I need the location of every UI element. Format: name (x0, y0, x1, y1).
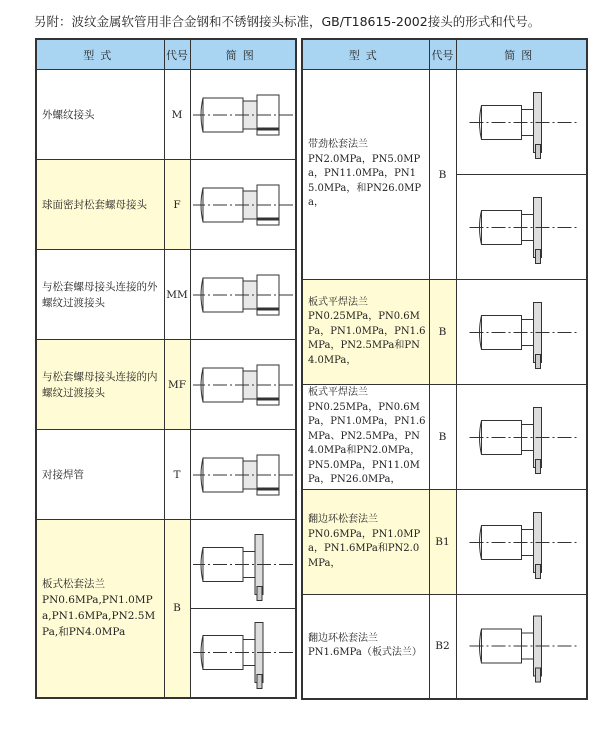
diagram-cell (190, 609, 296, 698)
lap-ring-flange-drawing (459, 492, 584, 593)
loose-plate-flange-drawing (193, 610, 293, 695)
type-cell (302, 70, 429, 280)
table-row (36, 430, 296, 520)
diagram-cell (190, 430, 296, 520)
type-detail: PN0.6MPa，PN1.0MPa，PN1.6MPa和PN2.0MPa， (308, 528, 421, 569)
code-cell: B2 (429, 595, 456, 699)
table-row (302, 490, 587, 595)
code-cell: B (429, 280, 456, 385)
code-cell: B (429, 385, 456, 490)
header-row (302, 39, 587, 70)
male-thread-fitting-drawing (193, 72, 293, 158)
header-row (36, 39, 296, 70)
diagram-cell (190, 250, 296, 340)
type-cell (302, 280, 429, 385)
diagram-cell (456, 385, 587, 490)
type-detail: PN2.0MPa，PN5.0MPa，PN11.0MPa，PN15.0MPa，和PN26.0MPa， (308, 153, 422, 209)
type-name: 外螺纹接头 (42, 108, 95, 121)
table-row (302, 280, 587, 385)
table-row (302, 385, 587, 490)
code-cell: B1 (429, 490, 456, 595)
type-cell (302, 490, 429, 595)
type-name: 翻边环松套法兰 (308, 514, 378, 525)
female-adapter-drawing (193, 342, 293, 428)
diagram-cell (456, 280, 587, 385)
diagram-cell (456, 70, 587, 175)
table-row (302, 595, 587, 699)
diagram-cell (190, 70, 296, 160)
type-cell (36, 520, 164, 698)
type-cell (302, 385, 429, 490)
type-name: 对接焊管 (42, 468, 84, 481)
type-name: 板式平焊法兰 (308, 296, 368, 308)
code-cell: MM (164, 250, 190, 340)
type-name: 板式平焊法兰 (308, 387, 368, 399)
neck-loose-flange-drawing (459, 72, 584, 173)
neck-loose-flange-drawing (459, 177, 584, 278)
page-title: 另附：波纹金属软管用非合金钢和不锈钢接头标准，GB/T18615-2002接头的形式和代号。 (34, 14, 541, 29)
header-code: 代号 (429, 39, 456, 70)
type-name: 球面密封松套螺母接头 (42, 198, 147, 211)
type-name: 翻边环松套法兰 (308, 632, 378, 644)
left-table (35, 38, 297, 699)
butt-weld-pipe-drawing (193, 432, 293, 518)
type-cell (302, 595, 429, 699)
spherical-nut-fitting-drawing (193, 162, 293, 248)
diagram-cell (190, 160, 296, 250)
header-code: 代号 (164, 39, 190, 70)
code-cell: B (429, 70, 456, 280)
type-detail: PN1.6MPa（板式法兰） (308, 647, 422, 659)
diagram-cell (190, 520, 296, 609)
plate-weld-flange-drawing (459, 282, 584, 383)
header-type: 型式 (36, 39, 164, 70)
code-cell: T (164, 430, 190, 520)
type-name: 与松套螺母接头连接的外螺纹过渡接头 (42, 280, 158, 309)
header-type: 型式 (302, 39, 429, 70)
type-cell (36, 160, 164, 250)
type-detail: PN0.6MPa,PN1.0MPa,PN1.6MPa,PN2.5MPa,和PN4.0MPa (42, 594, 156, 639)
diagram-cell (456, 490, 587, 595)
type-detail: PN0.25MPa，PN0.6MPa，PN1.0MPa，PN1.6MPa，PN2.5MPa和PN4.0MPa， (308, 311, 426, 366)
type-cell (36, 70, 164, 160)
header-diagram: 简图 (190, 39, 296, 70)
table-row (36, 160, 296, 250)
diagram-cell (190, 340, 296, 430)
plate-weld-flange-drawing (459, 387, 584, 488)
diagram-cell (456, 595, 587, 699)
type-cell (36, 430, 164, 520)
code-cell: F (164, 160, 190, 250)
loose-plate-flange-drawing (193, 522, 293, 607)
code-cell: B (164, 520, 190, 698)
type-detail: PN0.25MPa，PN0.6MPa，PN1.0MPa，PN1.6MPa、PN2.5MPa，PN4.0MPa和PN2.0MPa，PN5.0MPa，PN11.0MPa，PN26.0MPa， (308, 401, 426, 486)
type-name: 与松套螺母接头连接的内螺纹过渡接头 (42, 370, 158, 399)
lap-ring-plate-flange-drawing (459, 596, 584, 696)
table-row (36, 340, 296, 430)
table-row (36, 520, 296, 609)
table-row (302, 70, 587, 175)
table-row (36, 250, 296, 340)
type-name: 带劲松套法兰 (308, 139, 368, 151)
table-row (36, 70, 296, 160)
type-cell (36, 250, 164, 340)
right-table (301, 38, 588, 700)
type-name: 板式松套法兰 (42, 578, 105, 591)
header-diagram: 简图 (456, 39, 587, 70)
male-adapter-drawing (193, 252, 293, 338)
code-cell: M (164, 70, 190, 160)
type-cell (36, 340, 164, 430)
diagram-cell (456, 175, 587, 280)
code-cell: MF (164, 340, 190, 430)
